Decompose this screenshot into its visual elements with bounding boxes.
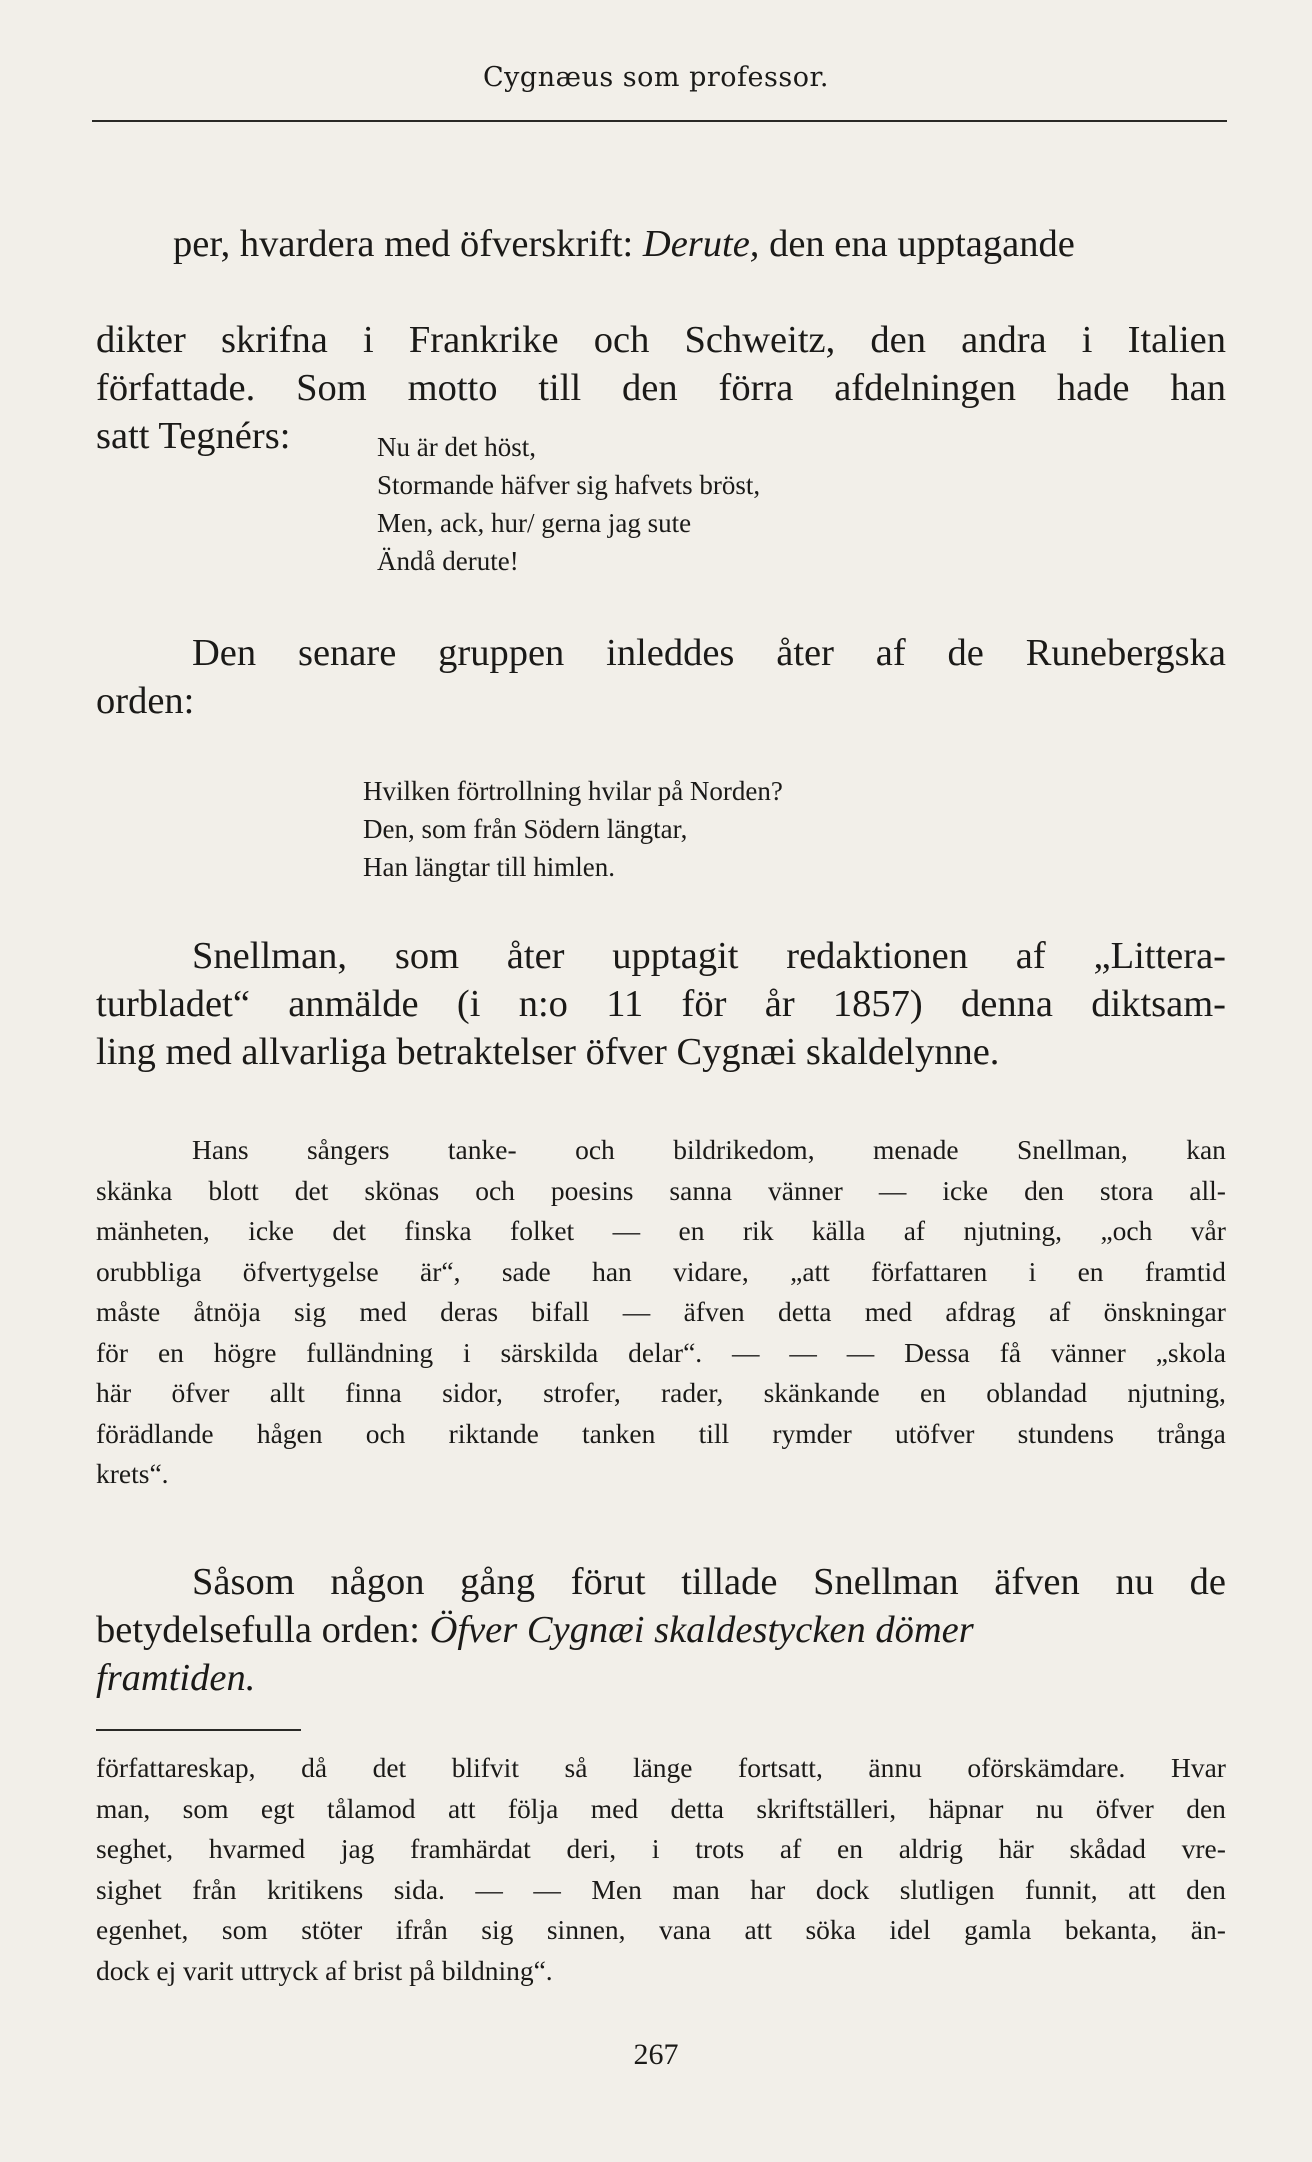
paragraph-1-line-4: satt Tegnérs: xyxy=(96,415,291,457)
paragraph-1-line-2: dikter skrifna i Frankrike och Schweitz, den andra i Italien xyxy=(96,319,1226,361)
footnote-line: man, som egt tålamod att följa med detta skriftställeri, häpnar nu öfver den xyxy=(96,1792,1226,1824)
paragraph-2-line-1: Den senare gruppen inleddes åter af de Runebergska xyxy=(192,632,1226,674)
paragraph-4 xyxy=(96,1558,1226,1702)
verse-line: Men, ack, hur/ gerna jag sute xyxy=(377,508,692,538)
running-head: Cygnæus som professor. xyxy=(483,62,829,93)
quote-line: orubbliga öfvertygelse är“, sade han vidare, „att författaren i en framtid xyxy=(96,1255,1226,1287)
paragraph-3 xyxy=(96,932,1226,1076)
paragraph-4-line-2 xyxy=(96,1606,1226,1654)
quote-line: krets“. xyxy=(96,1458,169,1489)
verse-line: Den, som från Södern längtar, xyxy=(363,814,688,844)
paragraph-2-line-2: orden: xyxy=(96,680,195,722)
paragraph-1-line-3: författade. Som motto till den förra afdelningen hade han xyxy=(96,367,1226,409)
quote-line: skänka blott det skönas och poesins sanna vänner — icke den stora all- xyxy=(96,1174,1226,1206)
footnote-rule xyxy=(96,1729,301,1731)
italic-quote: framtiden. xyxy=(96,1657,256,1699)
verse-quote-2 xyxy=(363,772,783,886)
text-run: betydelsefulla orden: xyxy=(96,1609,430,1651)
italic-quote: Öfver Cygnæi skaldestycken dömer xyxy=(429,1609,974,1651)
verse-line: Stormande häfver sig hafvets bröst, xyxy=(377,470,761,500)
quote-line: Hans sångers tanke- och bildrikedom, menade Snellman, kan xyxy=(192,1134,1226,1165)
paragraph-3-line-3: ling med allvarliga betraktelser öfver Cygnæi skaldelynne. xyxy=(96,1031,1000,1073)
quote-line: för en högre fulländning i särskilda delar“. — — — Dessa få vänner „skola xyxy=(96,1336,1226,1368)
quote-line: förädlande hågen och riktande tanken till rymder utöfver stundens trånga xyxy=(96,1417,1226,1449)
footnote-line: författareskap, då det blifvit så länge fortsatt, ännu oförskämdare. Hvar xyxy=(96,1752,1226,1783)
verse-line: Hvilken förtrollning hvilar på Norden? xyxy=(363,776,783,806)
page-number: 267 xyxy=(633,2038,679,2071)
block-quote xyxy=(96,1130,1226,1495)
footnote-line: sighet från kritikens sida. — — Men man har dock slutligen funnit, att den xyxy=(96,1873,1226,1905)
footnote-line: egenhet, som stöter ifrån sig sinnen, vana att söka idel gamla bekanta, än- xyxy=(96,1914,1226,1945)
text-run: per, hvardera med öfverskrift: xyxy=(173,223,643,265)
quote-line: mänheten, icke det finska folket — en rik källa af njutning, „och vår xyxy=(96,1215,1226,1246)
header-rule xyxy=(92,120,1227,122)
footnote-line: dock ej varit uttryck af brist på bildning“. xyxy=(96,1954,553,1986)
quote-line: måste åtnöja sig med deras bifall — äfven detta med afdrag af önskningar xyxy=(96,1296,1226,1327)
paragraph-3-line-2: turbladet“ anmälde (i n:o 11 för år 1857) denna diktsam- xyxy=(96,983,1226,1025)
quote-line: här öfver allt finna sidor, strofer, rader, skänkande en oblandad njutning, xyxy=(96,1377,1226,1408)
verse-quote-1 xyxy=(377,428,760,580)
italic-term: Derute, xyxy=(642,223,760,265)
footnote xyxy=(96,1748,1226,1991)
paragraph-1 xyxy=(96,172,1226,460)
paragraph-1-line-1 xyxy=(96,172,1226,316)
footnote-line: seghet, hvarmed jag framhärdat deri, i trots af en aldrig här skådad vre- xyxy=(96,1833,1226,1864)
verse-line: Ändå derute! xyxy=(377,546,519,576)
paragraph-2 xyxy=(96,629,1226,725)
paragraph-4-line-1: Såsom någon gång förut tillade Snellman äfven nu de xyxy=(192,1561,1226,1603)
text-run: den ena upptagande xyxy=(759,223,1075,265)
paragraph-4-line-3 xyxy=(96,1654,1226,1702)
paragraph-3-line-1: Snellman, som åter upptagit redaktionen af „Littera- xyxy=(192,935,1226,977)
verse-line: Han längtar till himlen. xyxy=(363,852,615,882)
verse-line: Nu är det höst, xyxy=(377,432,536,462)
